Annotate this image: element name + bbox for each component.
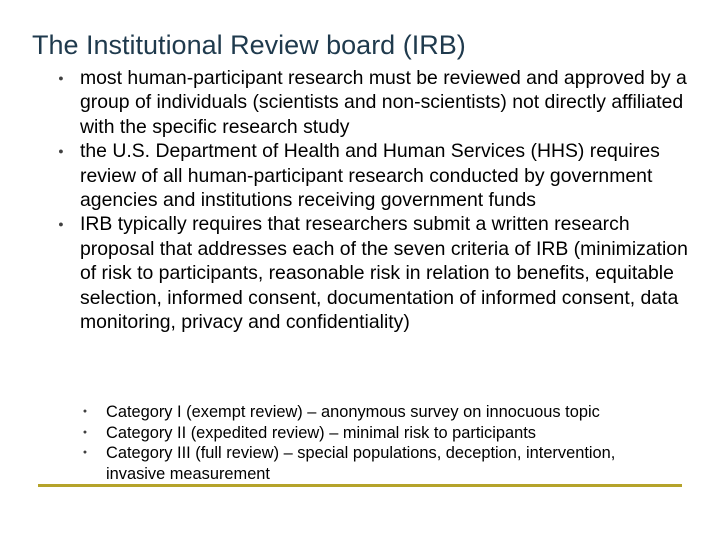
sub-bullet-text: Category I (exempt review) – anonymous survey on innocuous topic bbox=[106, 403, 600, 421]
list-item bbox=[56, 212, 696, 334]
bullet-text: the U.S. Department of Health and Human Services (HHS) requires review of all human-participant research conducted by government agencies and institutions receiving government funds bbox=[80, 140, 660, 212]
bullet-list bbox=[56, 66, 696, 334]
bullet-dot-icon: ● bbox=[82, 408, 88, 415]
accent-divider bbox=[38, 484, 682, 487]
bullet-dot-icon: ● bbox=[82, 428, 88, 436]
sub-bullet-text: Category II (expedited review) – minimal risk to participants bbox=[106, 423, 536, 442]
page-title: The Institutional Review board (IRB) bbox=[32, 30, 466, 60]
list-item bbox=[56, 66, 696, 139]
bullet-dot-icon: ● bbox=[58, 219, 64, 230]
list-item bbox=[56, 139, 696, 212]
bullet-dot-icon: ● bbox=[58, 73, 64, 83]
list-item bbox=[80, 423, 650, 444]
bullet-text: most human-participant research must be reviewed and approved by a group of individuals (scientists and non-scientists) not directly affiliated with the specific research study bbox=[80, 67, 687, 138]
bullet-dot-icon: ● bbox=[82, 449, 88, 457]
list-item bbox=[80, 402, 650, 423]
bullet-dot-icon: ● bbox=[58, 146, 64, 157]
sub-bullet-list bbox=[80, 402, 650, 484]
list-item bbox=[80, 443, 650, 484]
bullet-text: IRB typically requires that researchers submit a written research proposal that addresses each of the seven criteria of IRB (minimization of risk to participants, reasonable risk in relation to benefits, equitable selection, informed consent, documentation of informed consent, data monitoring, privacy and confidentiality) bbox=[80, 213, 688, 334]
sub-bullet-text: Category III (full review) – special populations, deception, intervention, invasive measurement bbox=[106, 444, 616, 483]
